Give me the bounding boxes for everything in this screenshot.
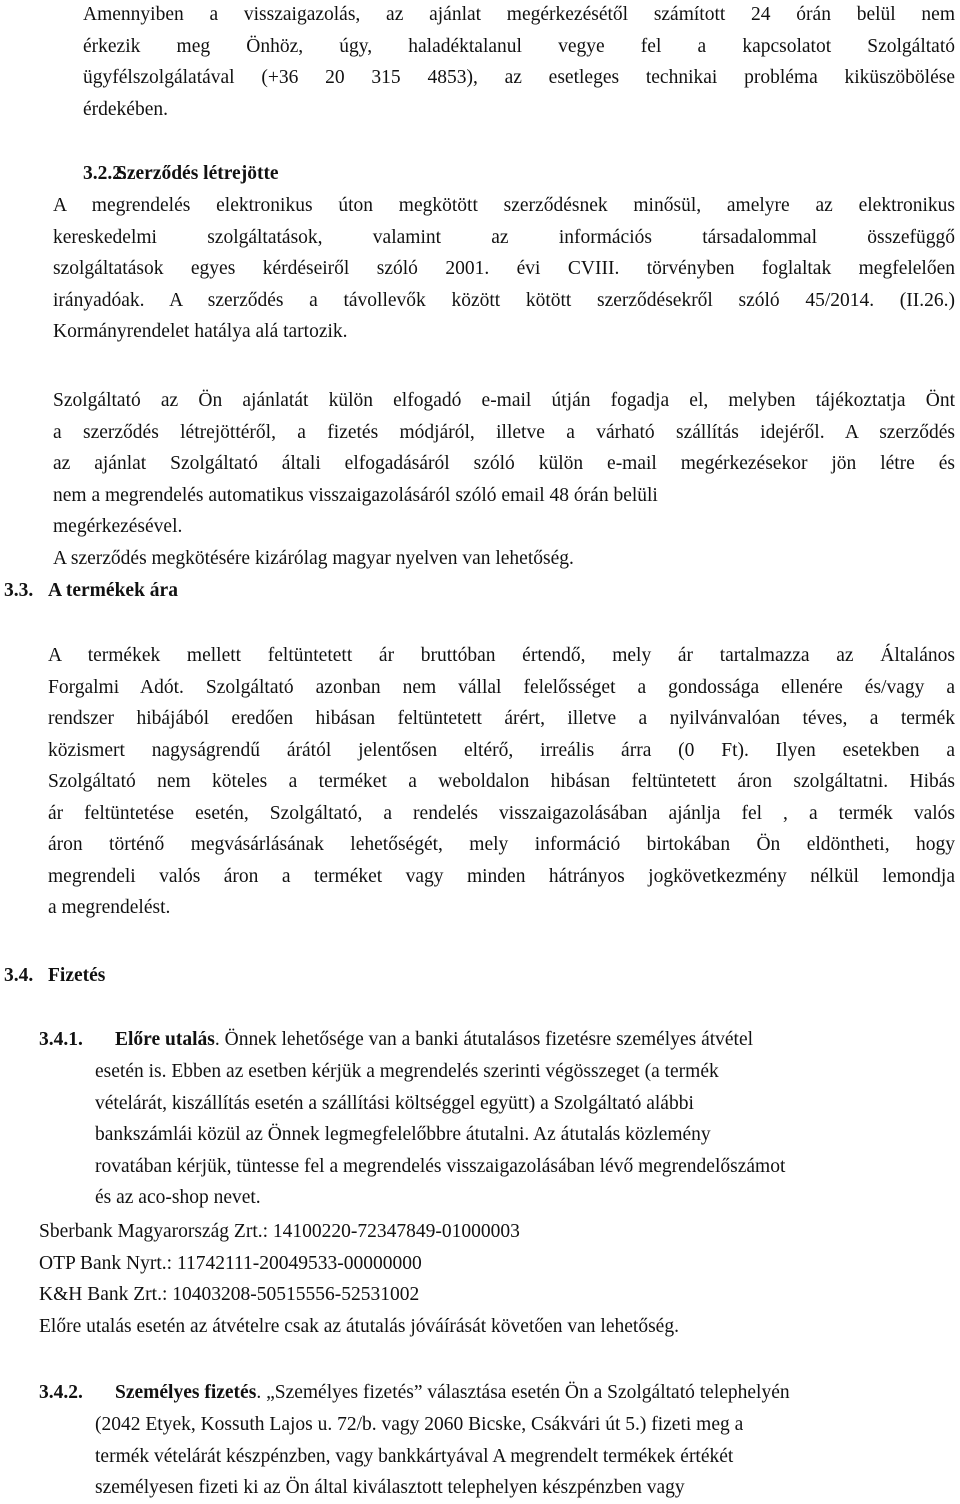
section-3-3-heading [4,575,33,607]
section-3-2-2-paragraph [53,190,955,348]
section-3-2-2-paragraph-2 [53,385,955,574]
text-line: az ajánlat Szolgáltató általi elfogadásáról szóló külön e-mail megérkezésekor jön létre és [53,453,955,474]
text-line: (2042 Etyek, Kossuth Lajos u. 72/b. vagy 2060 Bicske, Csákvári út 5.) fizeti meg a [95,1414,744,1435]
text-line: A szerződés megkötésére kizárólag magyar nyelven van lehetőség. [53,547,574,569]
text-line: rovatában kérjük, tüntesse fel a megrendelés visszaigazolásában lévő megrendelőszámot [95,1155,786,1177]
text-line: érkezik meg Önhöz, úgy, haladéktalanul vegye fel a kapcsolatot Szolgáltató [83,35,955,57]
section-3-4-2-title: Személyes fizetés [115,1382,257,1403]
text-line: bankszámlái közül az Önnek legmegfelelőbbre átutalni. Az átutalás közlemény [95,1124,711,1145]
transfer-note: Előre utalás esetén az átvételre csak az átutalás jóváírását követően van lehetőség. [39,1315,679,1337]
text-line: termék vételárát készpénzben, vagy bankkártyával A megrendelt termékek értékét [95,1445,734,1467]
bank-accounts-list [39,1216,939,1342]
text-line: ügyfélszolgálatával (+36 20 315 4853), az esetleges technikai probléma kiküszöbölése [83,67,955,88]
text-line: személyesen fizeti ki az Ön által kiválasztott telephelyen készpénzben vagy [95,1477,685,1498]
text-line: Szolgáltató nem köteles a terméket a weboldalon hibásan feltüntetett áron szolgáltatni. Hibás [48,771,955,792]
section-3-4-2-first-line [115,1377,955,1409]
text-line: megrendeli valós áron a terméket vagy minden hátrányos jogkövetkezmény nélkül lemondja [48,865,955,887]
text-line: kereskedelmi szolgáltatások, valamint az információs társadalommal összefüggő [53,226,955,248]
text-line: Amennyiben a visszaigazolás, az ajánlat megérkezésétől számított 24 órán belül nem [83,4,955,25]
section-3-4-title: Fizetés [48,965,106,986]
section-3-4-2-number: 3.4.2. [39,1382,83,1403]
section-3-4-1-paragraph [95,1056,955,1214]
text-line: esetén is. Ebben az esetben kérjük a megrendelés szerinti végösszeget (a termék [95,1061,719,1082]
text-line: Forgalmi Adót. Szolgáltató azonban nem vállal felelősséget a gondossága ellenére és/vagy a [48,676,955,698]
intro-paragraph [83,0,955,125]
text-fragment: . Önnek lehetősége van a banki átutalásos fizetésre személyes átvétel [214,1029,754,1050]
text-line: áron történő megvásárlásának lehetőségét, mely információ birtokában Ön eldöntheti, hogy [48,834,955,855]
text-line: megérkezésével. [53,516,183,537]
bank-account: Sberbank Magyarország Zrt.: 14100220-72347849-01000003 [39,1221,520,1242]
text-line: Kormányrendelet hatálya alá tartozik. [53,321,348,342]
section-3-4-1-title: Előre utalás [115,1029,215,1050]
text-line: és az aco-shop nevet. [95,1187,261,1208]
section-3-4-1-first-line [115,1024,910,1056]
section-3-4-heading [4,960,33,992]
text-line: közismert nagyságrendű árától jelentősen eltérő, irreális árra (0 Ft). Ilyen esetekben a [48,739,955,761]
section-number: 3.2.2. [83,163,127,184]
text-line: érdekében. [83,98,168,120]
text-line: Szolgáltató az Ön ajánlatát külön elfogadó e-mail útján fogadja el, melyben tájékoztatja Önt [53,390,955,411]
text-line: irányadóak. A szerződés a távollevők között kötött szerződésekről szóló 45/2014. (II.26.) [53,289,955,311]
section-number: 3.4. [4,965,34,986]
text-fragment: . „Személyes fizetés” választása esetén Ön a Szolgáltató telephelyén [256,1382,790,1403]
text-line: a szerződés létrejöttéről, a fizetés módjáról, illetve a várható szállítás idejéről. A szerződés [53,421,955,443]
text-line: szolgáltatások egyes kérdéseiről szóló 2001. évi CVIII. törvényben foglaltak megfelelően [53,258,955,279]
text-line: A termékek mellett feltüntetett ár bruttóban értendő, mely ár tartalmazza az Általános [48,645,955,666]
text-line: A megrendelés elektronikus úton megkötött szerződésnek minősül, amelyre az elektronikus [53,195,955,216]
text-line: ár feltüntetése esetén, Szolgáltató, a rendelés visszaigazolásában ajánlja fel , a termék valós [48,802,955,824]
bank-account: K&H Bank Zrt.: 10403208-50515556-52531002 [39,1284,420,1305]
section-3-2-2-title: Szerződés létrejötte [116,163,279,184]
section-3-4-2-paragraph [95,1409,955,1504]
bank-account: OTP Bank Nyrt.: 11742111-20049533-00000000 [39,1252,422,1274]
section-3-2-2-heading [83,158,127,190]
section-3-3-title: A termékek ára [48,580,178,601]
text-line: rendszer hibájából eredően hibásan feltüntetett árért, illetve a nyilvánvalóan téves, a termék [48,708,955,729]
section-number: 3.3. [4,580,34,601]
section-3-3-paragraph [48,640,955,924]
section-3-4-1-number: 3.4.1. [39,1029,83,1050]
text-line: nem a megrendelés automatikus visszaigazolásáról szóló email 48 órán belüli [53,484,658,506]
text-line: a megrendelést. [48,897,171,918]
text-line: vételárát, kiszállítás esetén a szállítási költséggel együtt) a Szolgáltató alábbi [95,1092,694,1114]
